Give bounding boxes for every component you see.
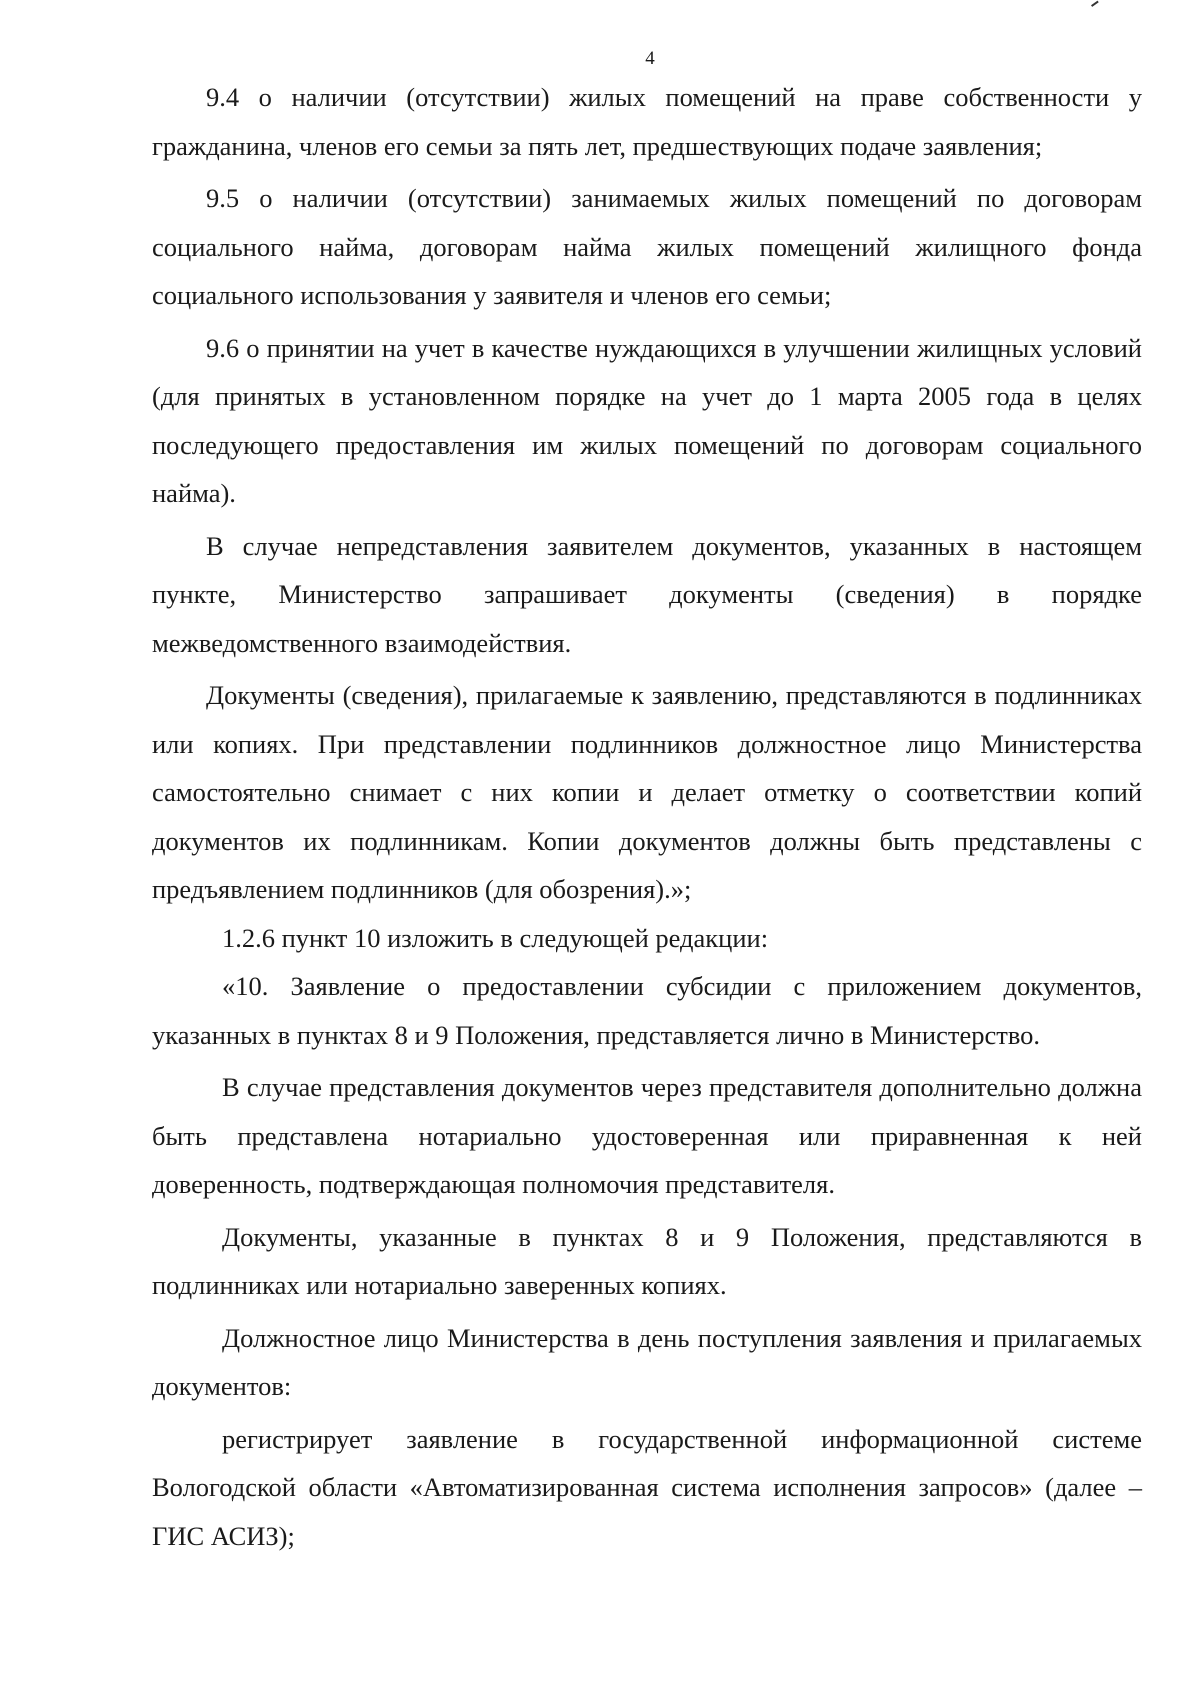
paragraph-documents-originals: Документы (сведения), прилагаемые к заявлению, представляются в подлинниках или копиях. При представлении подлинников должностное лицо Министерства самостоятельно снимает с них копии и делает отметку о соответствии копий документов их подлинникам. Копии документов должны быть представлены с предъявлением подлинников (для обозрения).»; xyxy=(152,680,1142,904)
paragraph-9-4: 9.4 о наличии (отсутствии) жилых помещений на праве собственности у гражданина, членов его семьи за пять лет, предшествующих подаче заявления; xyxy=(152,82,1142,161)
document-body xyxy=(152,73,1142,1560)
paragraph-registers-application: регистрирует заявление в государственной информационной системе Вологодской области «Автоматизированная система исполнения запросов» (далее – ГИС АСИЗ); xyxy=(152,1423,1142,1551)
paragraph-official-duties: Должностное лицо Министерства в день поступления заявления и прилагаемых документов: xyxy=(152,1322,1142,1401)
scan-corner-mark xyxy=(1089,0,1098,7)
paragraph-9-6: 9.6 о принятии на учет в качестве нуждающихся в улучшении жилищных условий (для принятых в установленном порядке на учет до 1 марта 2005 года в целях последующего предоставления им жилых помещений по договорам социального найма). xyxy=(152,332,1142,508)
page-number: 4 xyxy=(645,48,655,69)
paragraph-9-5: 9.5 о наличии (отсутствии) занимаемых жилых помещений по договорам социального найма, договорам найма жилых помещений жилищного фонда социального использования у заявителя и членов его семьи; xyxy=(152,183,1142,310)
paragraph-nonsubmission: В случае непредставления заявителем документов, указанных в настоящем пункте, Министерство запрашивает документы (сведения) в порядке межведомственного взаимодействия. xyxy=(152,530,1142,658)
paragraph-documents-notarized: Документы, указанные в пунктах 8 и 9 Положения, представляются в подлинниках или нотариально заверенных копиях. xyxy=(152,1221,1142,1300)
paragraph-1-2-6: 1.2.6 пункт 10 изложить в следующей редакции: xyxy=(222,922,769,953)
paragraph-representative: В случае представления документов через представителя дополнительно должна быть представлена нотариально удостоверенная или приравненная к ней доверенность, подтверждающая полномочия представителя. xyxy=(152,1072,1142,1199)
paragraph-10: «10. Заявление о предоставлении субсидии с приложением документов, указанных в пунктах 8 и 9 Положения, представляется лично в Министерство. xyxy=(152,971,1142,1050)
